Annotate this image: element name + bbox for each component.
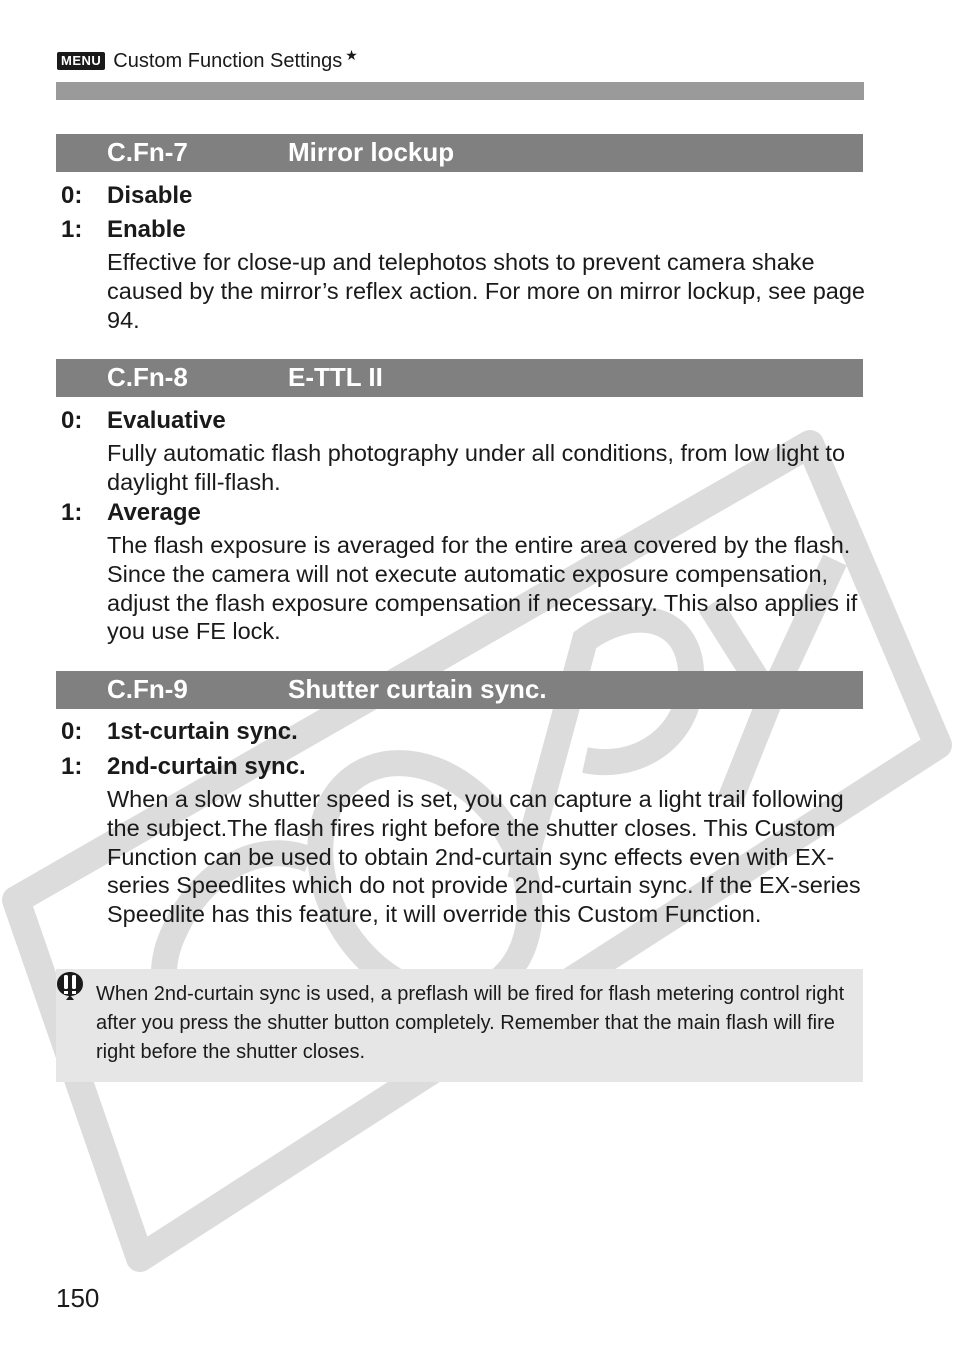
section-code: C.Fn-9 <box>107 674 188 704</box>
option-label: Enable <box>107 216 186 243</box>
page-number: 150 <box>56 1283 100 1313</box>
star-icon: ★ <box>345 46 358 63</box>
option-description: Effective for close-up and telephotos shots to prevent camera shake caused by the mirror’s reflex action. For more on mirror lockup, see page 94. <box>107 249 865 333</box>
option-description: When a slow shutter speed is set, you can capture a light trail following the subject.The flash fires right before the shutter closes. This Custom Function can be used to obtain 2nd-curtain sync effects even with EX-series Speedlites which do not provide 2nd-curtain sync. If the EX-series Speedlite has this feature, it will override this Custom Function. <box>107 786 861 928</box>
option-number: 1: <box>61 216 83 243</box>
option-label: 2nd-curtain sync. <box>107 753 306 780</box>
section-code: C.Fn-8 <box>107 362 188 392</box>
section-name: Shutter curtain sync. <box>288 674 547 704</box>
section-code: C.Fn-7 <box>107 137 188 167</box>
option-number: 1: <box>61 753 83 780</box>
section-header-cfn7 <box>56 134 863 172</box>
option-label: Evaluative <box>107 407 226 434</box>
caution-icon <box>56 971 84 1001</box>
option-label: Average <box>107 499 201 526</box>
menu-badge-icon: MENU <box>57 52 105 70</box>
caution-note-text: When 2nd-curtain sync is used, a preflash will be fired for flash metering control right after you press the shutter button completely. Remember that the main flash will fire right before the shutter closes. <box>96 983 845 1063</box>
section-name: Mirror lockup <box>288 137 455 167</box>
page-header <box>57 48 358 74</box>
option-label: Disable <box>107 182 193 209</box>
option-number: 1: <box>61 499 83 526</box>
option-label: 1st-curtain sync. <box>107 718 298 745</box>
option-number: 0: <box>61 182 83 209</box>
section-header-cfn8 <box>56 359 863 397</box>
option-description: Fully automatic flash photography under all conditions, from low light to daylight fill-flash. <box>107 440 846 495</box>
option-number: 0: <box>61 718 83 745</box>
section-header-cfn9 <box>56 671 863 709</box>
option-number: 0: <box>61 407 83 434</box>
header-rule <box>56 82 864 100</box>
header-title: Custom Function Settings <box>113 49 343 72</box>
option-description: The flash exposure is averaged for the entire area covered by the flash. Since the camera will not execute automatic exposure compensation, adjust the flash exposure compensation if necessary. This also applies if you use FE lock. <box>107 532 858 645</box>
section-name: E-TTL II <box>288 362 383 392</box>
